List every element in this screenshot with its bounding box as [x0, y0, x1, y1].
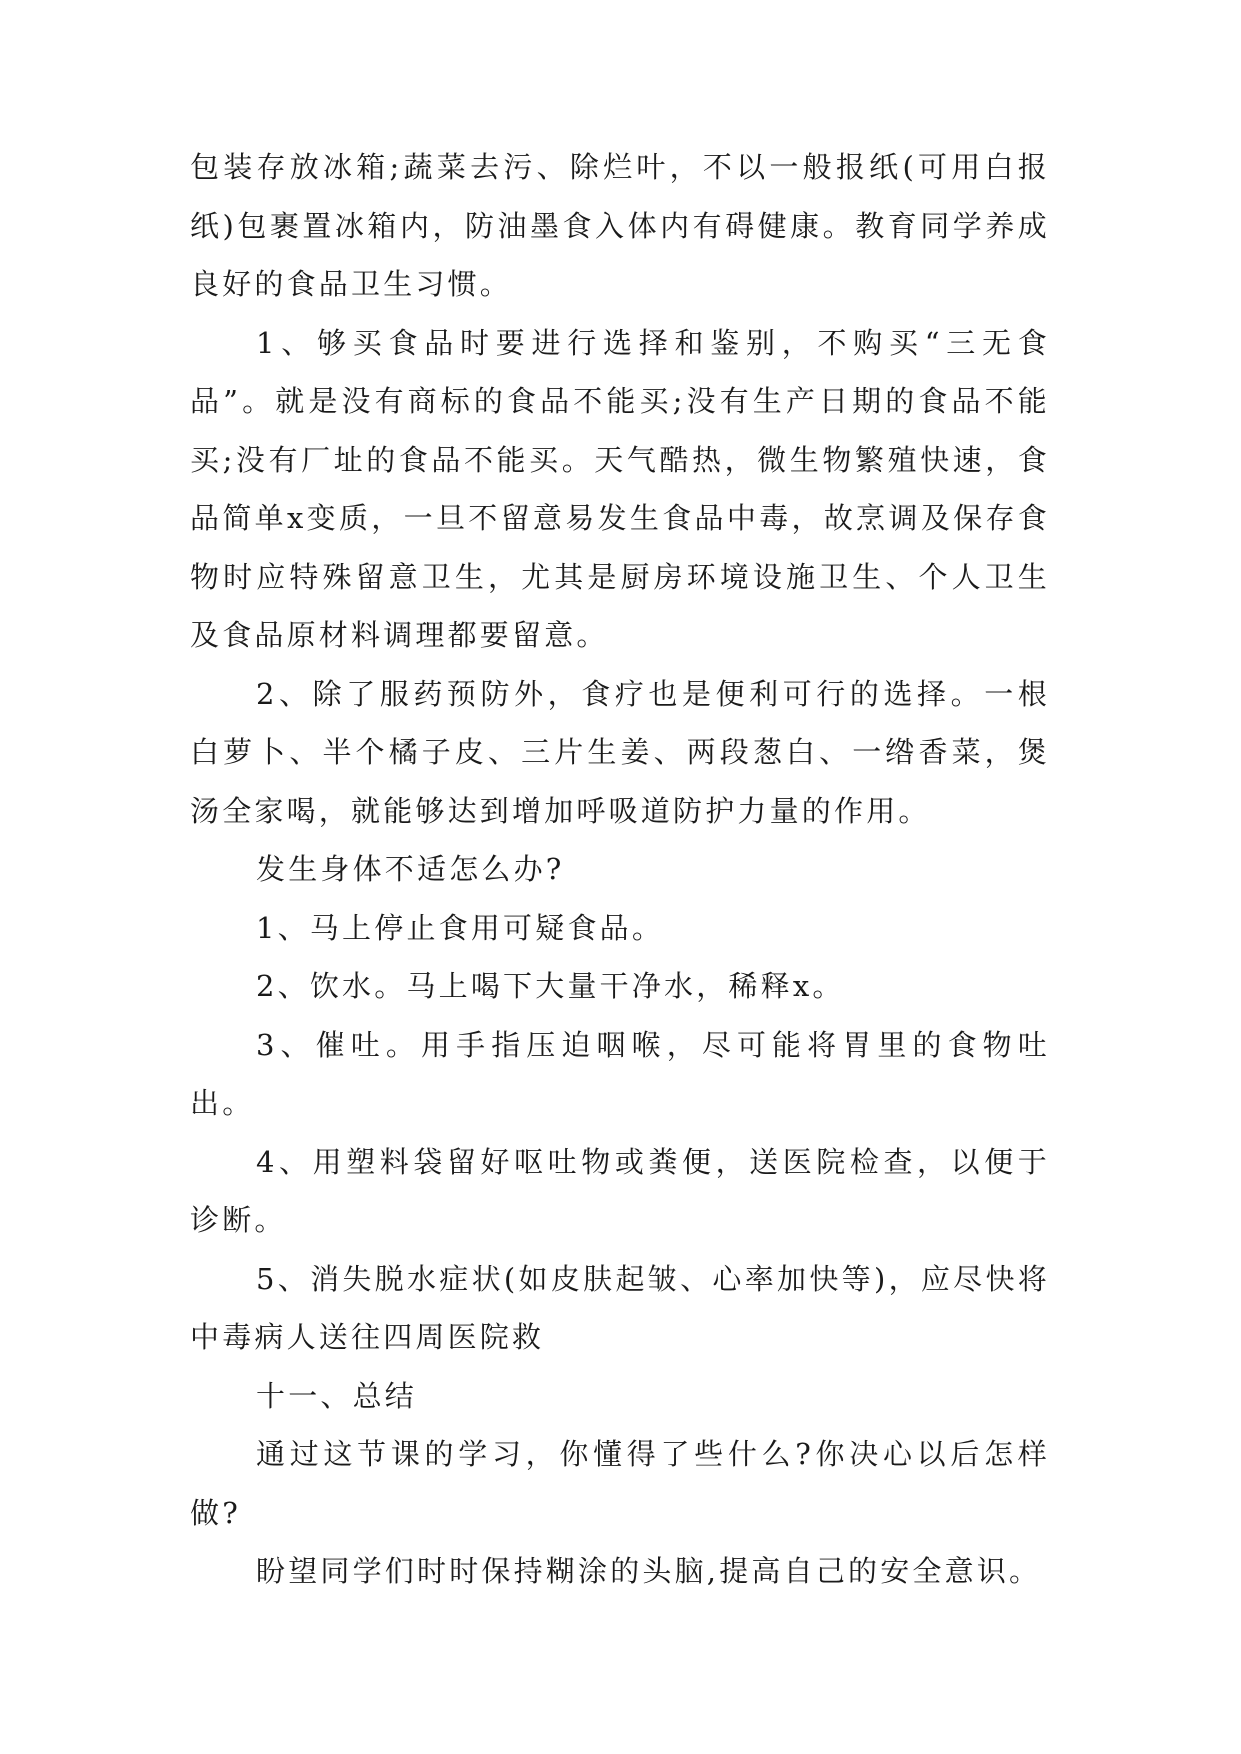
paragraph-closing: 盼望同学们时时保持糊涂的头脑,提高自己的安全意识。 [256, 1554, 1042, 1588]
paragraph-summary-question: 通过这节课的学习，你懂得了些什么?你决心以后怎样做? [190, 1437, 1050, 1530]
list-item-keep-sample: 4、用塑料袋留好呕吐物或粪便，送医院检查，以便于诊断。 [190, 1144, 1050, 1237]
list-item-drink-water: 2、饮水。马上喝下大量干净水，稀释x。 [256, 969, 845, 1003]
paragraph-food-therapy: 2、除了服药预防外，食疗也是便利可行的选择。一根白萝卜、半个橘子皮、三片生姜、两段葱白、一绺香菜，煲汤全家喝，就能够达到增加呼吸道防护力量的作用。 [190, 676, 1050, 828]
list-item-induce-vomiting: 3、催吐。用手指压迫咽喉，尽可能将胃里的食物吐出。 [190, 1027, 1050, 1120]
document-page [190, 138, 1050, 1601]
list-item-stop-eating: 1、马上停止食用可疑食品。 [256, 910, 665, 945]
list-item-dehydration: 5、消失脱水症状(如皮肤起皱、心率加快等)，应尽快将中毒病人送往四周医院救 [190, 1261, 1050, 1354]
paragraph-continuation: 包装存放冰箱;蔬菜去污、除烂叶，不以一般报纸(可用白报纸)包裹置冰箱内，防油墨食入体内有碍健康。教育同学养成良好的食品卫生习惯。 [190, 150, 1050, 301]
paragraph-food-selection: 1、够买食品时要进行选择和鉴别，不购买“三无食品”。就是没有商标的食品不能买;没有生产日期的食品不能买;没有厂址的食品不能买。天气酷热，微生物繁殖快速，食品简单x变质，一旦不留意易发生食品中毒，故烹调及保存食物时应特殊留意卫生，尤其是厨房环境设施卫生、个人卫生及食品原材料调理都要留意。 [190, 325, 1050, 652]
section-heading-summary: 十一、总结 [256, 1378, 418, 1413]
question-discomfort: 发生身体不适怎么办? [256, 852, 565, 886]
